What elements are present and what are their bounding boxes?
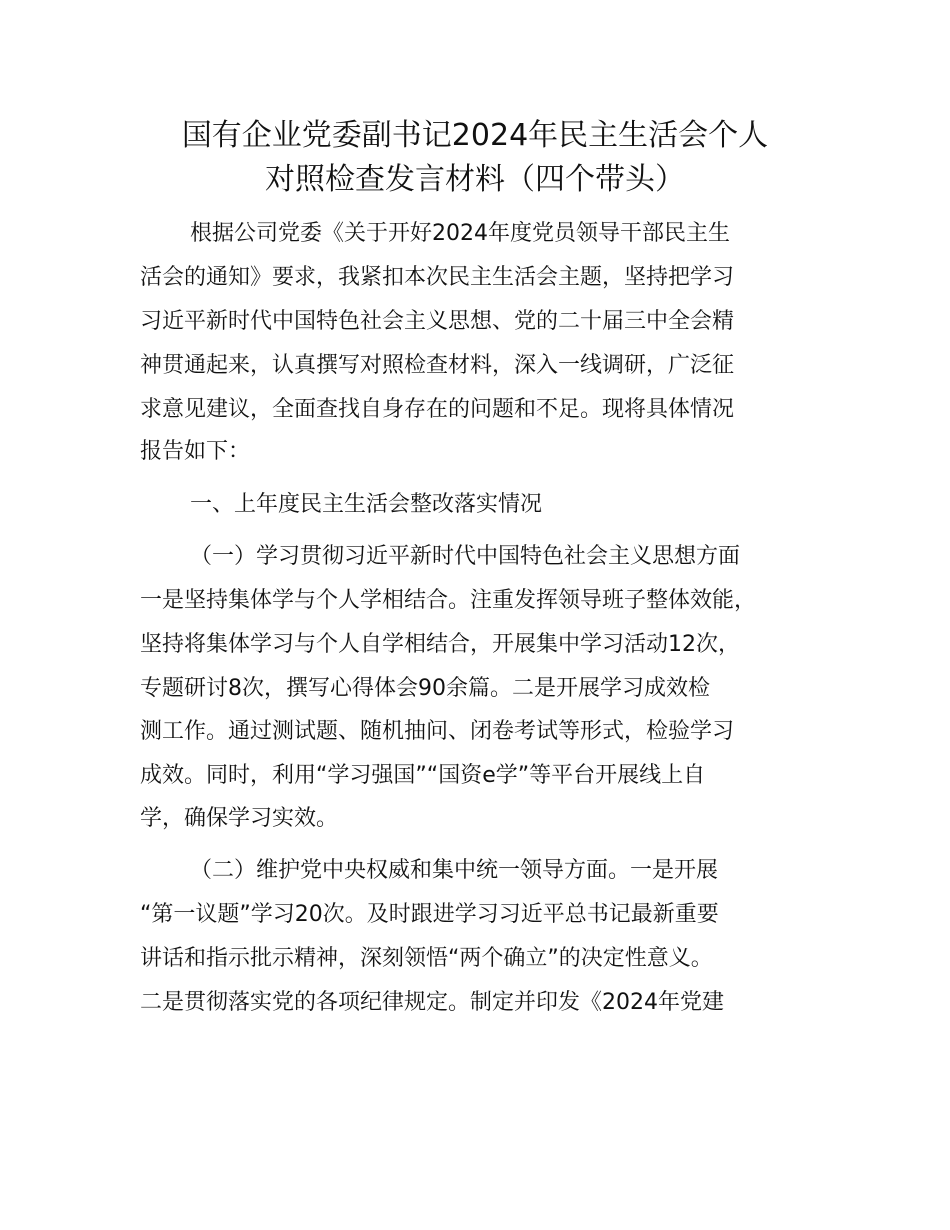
document-title-line-1: 国有企业党委副书记2024年民主生活会个人 — [181, 118, 769, 153]
body-line-15: 二是贯彻落实党的各项纪律规定。制定并印发《2024年党建 — [140, 990, 724, 1015]
body-line-3: 习近平新时代中国特色社会主义思想、党的二十届三中全会精 — [140, 309, 735, 334]
body-line-5: 求意见建议，全面查找自身存在的问题和不足。现将具体情况 — [140, 397, 735, 422]
subsection-heading-2: （二）维护党中央权威和集中统一领导方面。一是开展 — [190, 858, 719, 883]
body-line-11: 成效。同时，利用“学习强国”“国资e学”等平台开展线上自 — [140, 763, 706, 788]
subsection-heading-1: （一）学习贯彻习近平新时代中国特色社会主义思想方面 — [190, 544, 741, 569]
body-line-12: 学，确保学习实效。 — [140, 806, 339, 831]
body-line-6: 报告如下： — [140, 439, 251, 464]
body-line-8: 坚持将集体学习与个人自学相结合，开展集中学习活动12次， — [140, 632, 740, 657]
body-line-1: 根据公司党委《关于开好2024年度党员领导干部民主生 — [190, 221, 730, 246]
document-title-line-2: 对照检查发言材料（四个带头） — [265, 162, 685, 197]
body-line-10: 测工作。通过测试题、随机抽问、闭卷考试等形式，检验学习 — [140, 719, 735, 744]
body-line-14: 讲话和指示批示精神，深刻领悟“两个确立”的决定性意义。 — [140, 946, 713, 971]
body-line-13: “第一议题”学习20次。及时跟进学习习近平总书记最新重要 — [140, 902, 719, 927]
body-line-2: 活会的通知》要求，我紧扣本次民主生活会主题，坚持把学习 — [140, 265, 735, 290]
body-line-9: 专题研讨8次，撰写心得体会90余篇。二是开展学习成效检 — [140, 676, 710, 701]
body-line-4: 神贯通起来，认真撰写对照检查材料，深入一线调研，广泛征 — [140, 353, 735, 378]
body-line-7: 一是坚持集体学与个人学相结合。注重发挥领导班子整体效能， — [140, 588, 757, 613]
section-heading-1: 一、上年度民主生活会整改落实情况 — [190, 492, 543, 517]
